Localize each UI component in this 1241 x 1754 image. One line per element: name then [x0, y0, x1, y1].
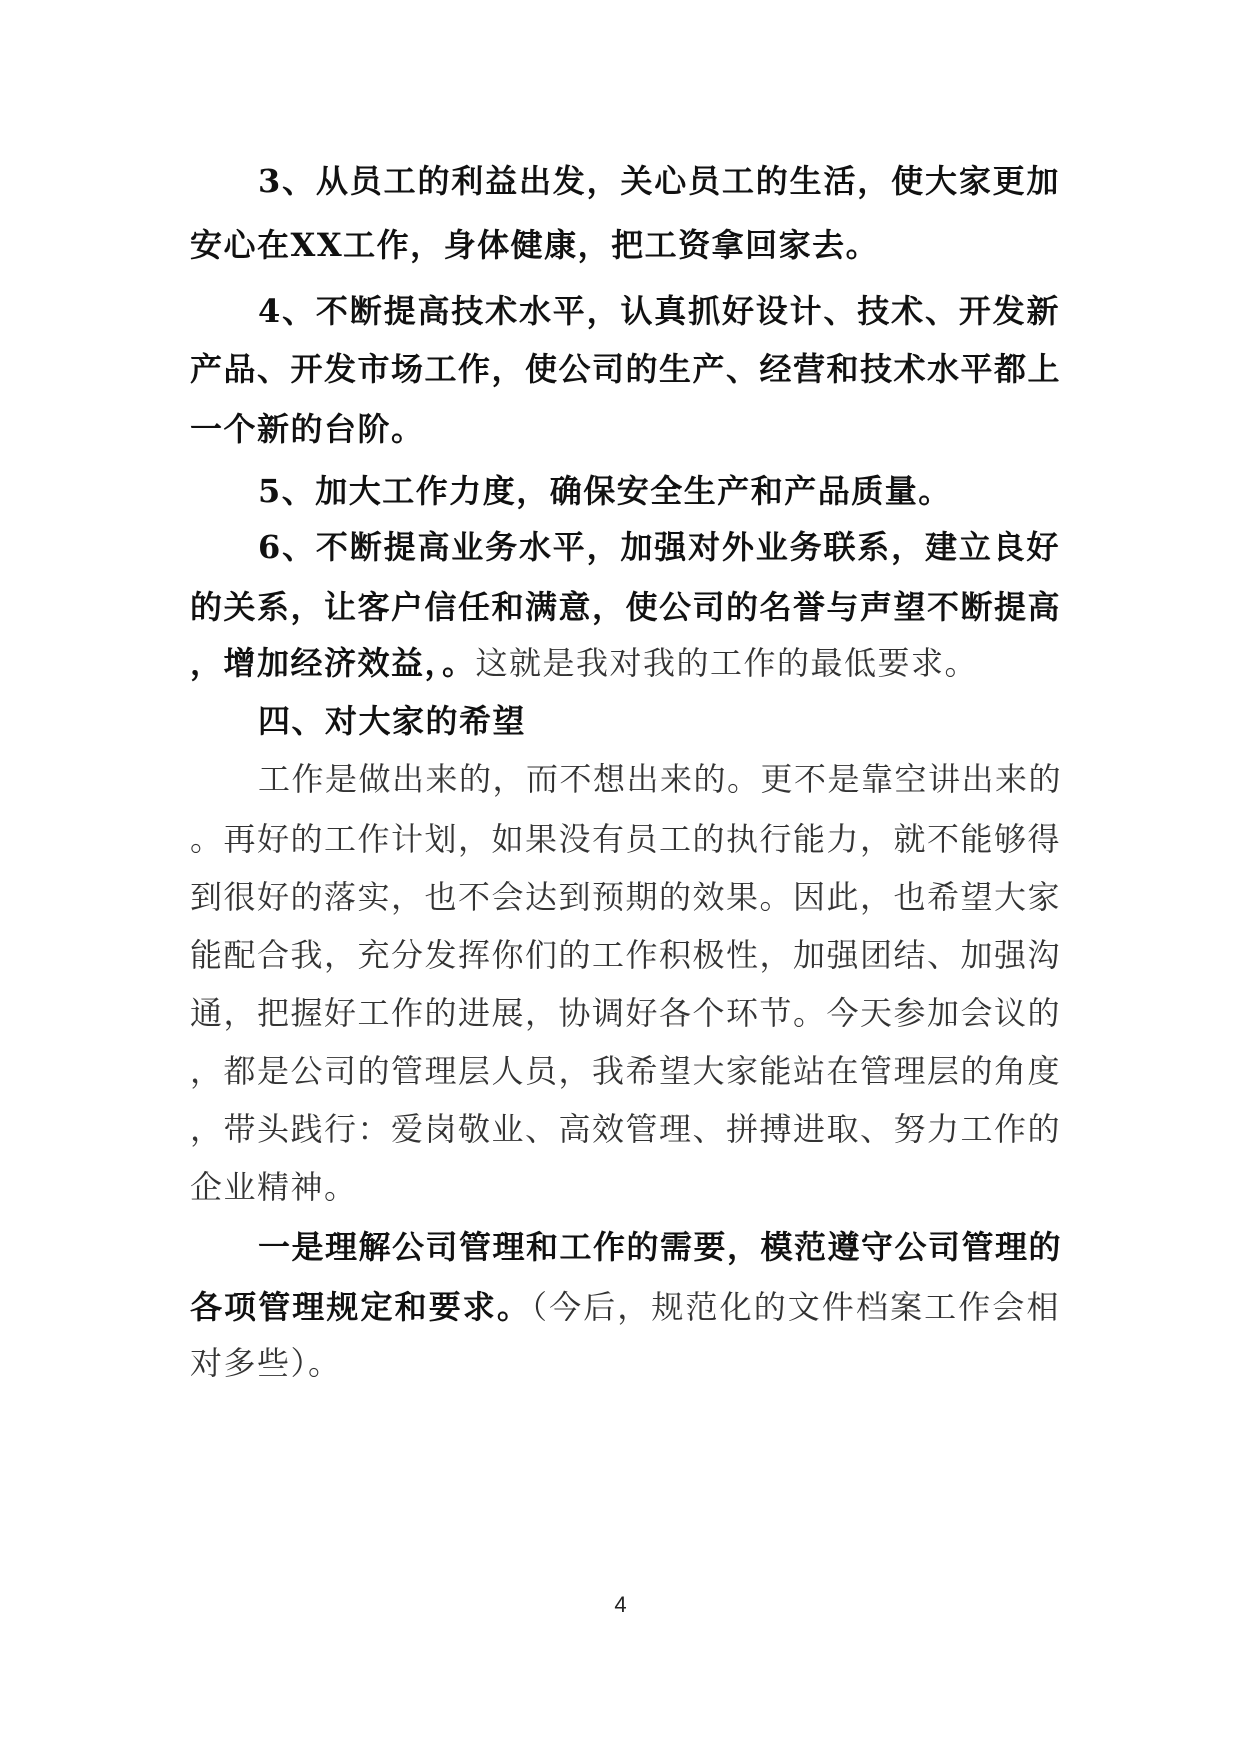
first-point-line-2-plain: （今后，规范化的文件档案工作会相 [531, 1288, 1060, 1326]
hope-line-4: 能配合我，充分发挥你们的工作积极性，加强团结、加强沟 [190, 936, 1062, 974]
hope-line-3: 到很好的落实，也不会达到预期的效果。因此，也希望大家 [190, 878, 1062, 916]
item-3-line-2: 安心在XX工作，身体健康，把工资拿回家去。 [190, 226, 880, 264]
hope-line-7: ，带头践行：爱岗敬业、高效管理、拼搏进取、努力工作的 [190, 1110, 1062, 1148]
item-4-line-2: 产品、开发市场工作，使公司的生产、经营和技术水平都上 [190, 350, 1062, 388]
first-point-line-2-bold: 各项管理规定和要求。 [190, 1288, 531, 1326]
section-heading: 四、对大家的希望 [258, 702, 527, 740]
item-4-line-3: 一个新的台阶。 [190, 410, 425, 448]
first-point-line-1: 一是理解公司管理和工作的需要，模范遵守公司管理的 [258, 1228, 1063, 1266]
item-5-line-1: 5、加大工作力度，确保安全生产和产品质量。 [258, 472, 952, 510]
hope-line-8: 企业精神。 [190, 1168, 358, 1206]
item-6-line-1: 6、不断提高业务水平，加强对外业务联系，建立良好 [258, 528, 1060, 566]
hope-line-1: 工作是做出来的，而不想出来的。更不是靠空讲出来的 [258, 760, 1063, 798]
first-point-line-3: 对多些）。 [190, 1344, 342, 1382]
hope-line-6: ，都是公司的管理层人员，我希望大家能站在管理层的角度 [190, 1052, 1062, 1090]
item-6-line-3 [190, 630, 1060, 696]
hope-line-5: 通，把握好工作的进展，协调好各个环节。今天参加会议的 [190, 994, 1062, 1032]
item-4-line-1: 4、不断提高技术水平，认真抓好设计、技术、开发新 [258, 292, 1060, 330]
page-number: 4 [614, 1592, 627, 1617]
item-6-line-2: 的关系，让客户信任和满意，使公司的名誉与声望不断提高 [190, 588, 1062, 626]
item-6-line-3-plain: 这就是我对我的工作的最低要求。 [475, 644, 979, 682]
hope-line-2: 。再好的工作计划，如果没有员工的执行能力，就不能够得 [190, 820, 1062, 858]
item-6-line-3-bold: ，增加经济效益，。 [190, 644, 476, 682]
item-3-line-1: 3、从员工的利益出发，关心员工的生活，使大家更加 [258, 162, 1060, 200]
